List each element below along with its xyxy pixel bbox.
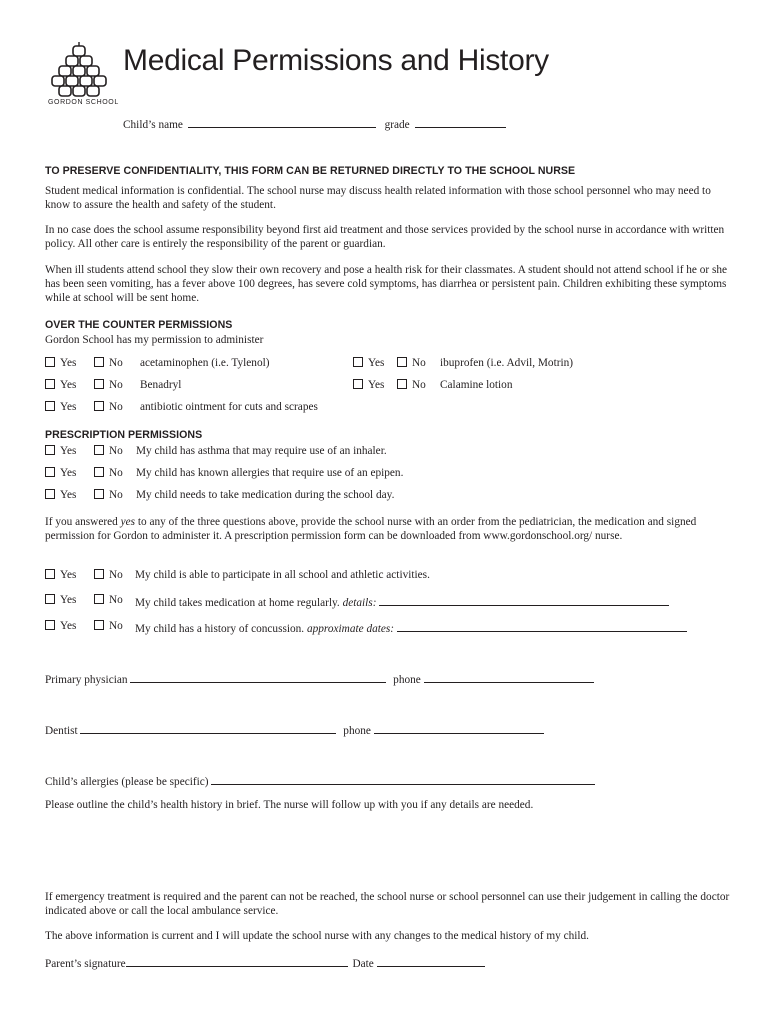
act-item-concussion: My child has a history of concussion. approximate dates: xyxy=(135,620,687,635)
health-history-prompt: Please outline the child’s health history in brief. The nurse will follow up with you if any details are needed. xyxy=(45,799,534,811)
physician-label: Primary physician xyxy=(45,674,128,686)
concussion-dates-field[interactable] xyxy=(397,620,687,632)
rx-no-1[interactable]: No xyxy=(94,445,123,457)
school-logo xyxy=(44,42,119,108)
physician-field[interactable] xyxy=(130,671,386,683)
confidentiality-paragraph-2: In no case does the school assume responsibility beyond first aid treatment and those services provided by the school nurse in accordance with written policy. All other care is entirely the responsibility of the parent or guardian. xyxy=(45,224,725,250)
checkbox-icon[interactable] xyxy=(94,569,104,579)
checkbox-icon[interactable] xyxy=(45,401,55,411)
home-medication-details-field[interactable] xyxy=(379,594,669,606)
act-no-3[interactable]: No xyxy=(94,620,123,632)
otc-no-3[interactable]: No xyxy=(94,379,123,391)
checkbox-icon[interactable] xyxy=(397,357,407,367)
confidentiality-heading: TO PRESERVE CONFIDENTIALITY, THIS FORM CAN BE RETURNED DIRECTLY TO THE SCHOOL NURSE xyxy=(45,165,576,177)
checkbox-icon[interactable] xyxy=(94,489,104,499)
checkbox-icon[interactable] xyxy=(94,401,104,411)
checkbox-icon[interactable] xyxy=(94,467,104,477)
dentist-phone-label: phone xyxy=(343,725,371,737)
confidentiality-paragraph-3: When ill students attend school they slow their own recovery and pose a health risk for their classmates. A student should not attend school if he or she has been seen vomiting, has a fever above 100 degrees, has severe cold symptoms, has diarrhea or persistent pain. Children exhibiting these symptoms while at school will be sent home. xyxy=(45,264,728,304)
dentist-phone-field[interactable] xyxy=(374,722,544,734)
checkbox-icon[interactable] xyxy=(94,445,104,455)
act-item-home-medication: My child takes medication at home regularly. details: xyxy=(135,594,669,609)
rx-item-medication: My child needs to take medication during the school day. xyxy=(136,489,395,501)
checkbox-icon[interactable] xyxy=(94,620,104,630)
checkbox-icon[interactable] xyxy=(45,467,55,477)
act-no-1[interactable]: No xyxy=(94,569,123,581)
signature-label: Parent’s signature xyxy=(45,958,126,970)
checkbox-icon[interactable] xyxy=(45,379,55,389)
rx-yes-1[interactable]: Yes xyxy=(45,445,76,457)
checkbox-icon[interactable] xyxy=(45,569,55,579)
checkbox-icon[interactable] xyxy=(45,489,55,499)
child-name-field[interactable] xyxy=(188,116,376,128)
otc-heading: OVER THE COUNTER PERMISSIONS xyxy=(45,319,233,331)
otc-item-ibuprofen: ibuprofen (i.e. Advil, Motrin) xyxy=(440,357,574,369)
otc-yes-1[interactable]: Yes xyxy=(45,357,76,369)
checkbox-icon[interactable] xyxy=(45,357,55,367)
checkbox-icon[interactable] xyxy=(353,357,363,367)
current-statement: The above information is current and I will update the school nurse with any changes to the medical history of my child. xyxy=(45,930,589,942)
physician-row xyxy=(45,671,594,686)
otc-yes-3[interactable]: Yes xyxy=(45,379,76,391)
otc-no-4[interactable]: No xyxy=(397,379,426,391)
school-logo-name: GORDON SCHOOL xyxy=(48,99,119,106)
otc-no-2[interactable]: No xyxy=(397,357,426,369)
signature-field[interactable] xyxy=(126,955,348,967)
physician-phone-label: phone xyxy=(393,674,421,686)
otc-item-antibiotic: antibiotic ointment for cuts and scrapes xyxy=(140,401,318,413)
checkbox-icon[interactable] xyxy=(94,594,104,604)
otc-intro: Gordon School has my permission to administer xyxy=(45,334,264,346)
child-name-row xyxy=(123,116,506,131)
allergies-label: Child’s allergies (please be specific) xyxy=(45,776,209,788)
otc-no-5[interactable]: No xyxy=(94,401,123,413)
allergies-row xyxy=(45,773,595,788)
checkbox-icon[interactable] xyxy=(45,594,55,604)
school-logo-graphic xyxy=(44,42,114,98)
checkbox-icon[interactable] xyxy=(45,620,55,630)
act-item-participate: My child is able to participate in all school and athletic activities. xyxy=(135,569,430,581)
otc-item-calamine: Calamine lotion xyxy=(440,379,513,391)
act-no-2[interactable]: No xyxy=(94,594,123,606)
page-title: Medical Permissions and History xyxy=(123,44,549,77)
dentist-label: Dentist xyxy=(45,725,78,737)
otc-no-1[interactable]: No xyxy=(94,357,123,369)
child-name-label: Child’s name xyxy=(123,119,183,131)
rx-yes-2[interactable]: Yes xyxy=(45,467,76,479)
rx-yes-3[interactable]: Yes xyxy=(45,489,76,501)
otc-yes-2[interactable]: Yes xyxy=(353,357,384,369)
dentist-row xyxy=(45,722,544,737)
rx-note: If you answered yes to any of the three questions above, provide the school nurse with an order from the pediatrician, the medication and signed permission for Gordon to administer it. A prescription permission form can be downloaded from www.gordonschool.org/ nurse. xyxy=(45,516,697,542)
act-yes-3[interactable]: Yes xyxy=(45,620,76,632)
rx-item-asthma: My child has asthma that may require use of an inhaler. xyxy=(136,445,387,457)
confidentiality-paragraph-1: Student medical information is confidential. The school nurse may discuss health related information with those school personnel who may need to know to assure the health and safety of the student. xyxy=(45,185,711,211)
rx-no-2[interactable]: No xyxy=(94,467,123,479)
signature-row xyxy=(45,955,485,970)
grade-label: grade xyxy=(384,119,410,131)
dentist-field[interactable] xyxy=(80,722,336,734)
checkbox-icon[interactable] xyxy=(353,379,363,389)
act-yes-2[interactable]: Yes xyxy=(45,594,76,606)
allergies-field[interactable] xyxy=(211,773,595,785)
date-field[interactable] xyxy=(377,955,485,967)
rx-heading: PRESCRIPTION PERMISSIONS xyxy=(45,429,203,441)
rx-item-allergies: My child has known allergies that require use of an epipen. xyxy=(136,467,404,479)
otc-yes-4[interactable]: Yes xyxy=(353,379,384,391)
checkbox-icon[interactable] xyxy=(397,379,407,389)
date-label: Date xyxy=(352,958,374,970)
emergency-paragraph: If emergency treatment is required and the parent can not be reached, the school nurse or school personnel can use their judgement in calling the doctor indicated above or call the local ambulance service. xyxy=(45,891,730,917)
otc-item-benadryl: Benadryl xyxy=(140,379,182,391)
grade-field[interactable] xyxy=(415,116,506,128)
rx-no-3[interactable]: No xyxy=(94,489,123,501)
physician-phone-field[interactable] xyxy=(424,671,594,683)
act-yes-1[interactable]: Yes xyxy=(45,569,76,581)
checkbox-icon[interactable] xyxy=(94,379,104,389)
otc-item-acetaminophen: acetaminophen (i.e. Tylenol) xyxy=(140,357,270,369)
checkbox-icon[interactable] xyxy=(94,357,104,367)
checkbox-icon[interactable] xyxy=(45,445,55,455)
otc-yes-5[interactable]: Yes xyxy=(45,401,76,413)
